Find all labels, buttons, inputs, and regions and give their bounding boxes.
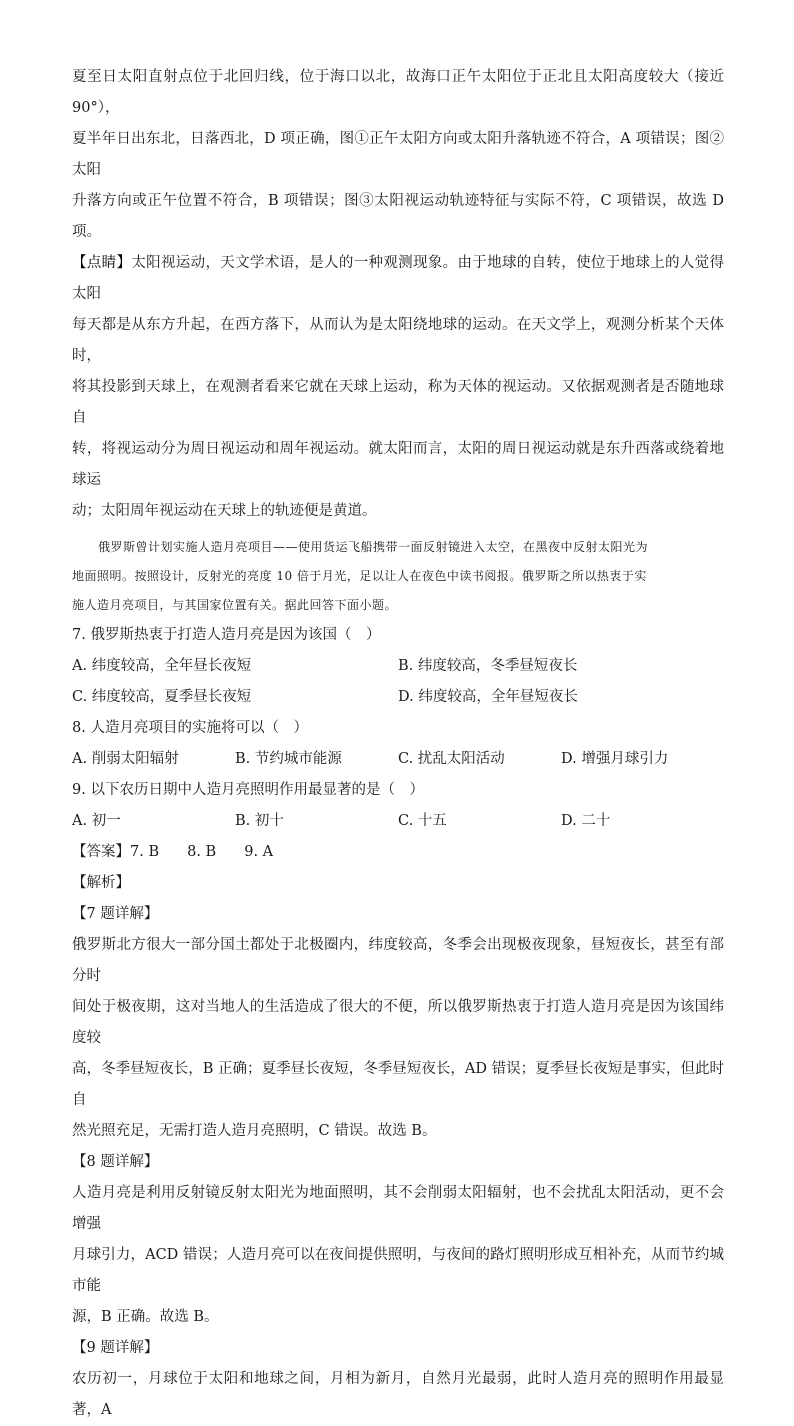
option-d: D. 纬度较高，全年昼短夜长 (398, 689, 578, 705)
question-7-options-row-2 (72, 682, 724, 713)
option-b: B. 纬度较高，冬季昼短夜长 (398, 658, 578, 674)
text-line: 人造月亮是利用反射镜反射太阳光为地面照明，其不会削弱太阳辐射，也不会扰乱太阳活动，更不会增强 (72, 1185, 724, 1232)
question-9-options (72, 806, 724, 837)
option-a: A. 初一 (72, 813, 121, 829)
text-line: 每天都是从东方升起，在西方落下，从而认为是太阳绕地球的运动。在天文学上，观测分析某个天体时， (72, 317, 724, 364)
material-line: 俄罗斯曾计划实施人造月亮项目——使用货运飞船携带一面反射镜进入太空，在黑夜中反射太阳光为 (98, 540, 649, 554)
question-7-options-row-1 (72, 651, 724, 682)
answer-item: 7. B (130, 844, 160, 860)
document-page (72, 62, 724, 1426)
material-line: 施人造月亮项目，与其国家位置有关。据此回答下面小题。 (72, 598, 398, 612)
detail-8-label: 【8 题详解】 (72, 1154, 159, 1170)
option-a: A. 纬度较高，全年昼长夜短 (72, 658, 252, 674)
question-7-stem: 7. 俄罗斯热衷于打造人造月亮是因为该国（ ） (72, 627, 381, 643)
dianjing-line-1: 【点睛】太阳视运动，天文学术语，是人的一种观测现象。由于地球的自转，使位于地球上的人觉得太阳 (72, 255, 725, 302)
text-line: 夏半年日出东北，日落西北，D 项正确，图①正午太阳方向或太阳升落轨迹不符合，A 项错误；图②太阳 (72, 131, 724, 178)
answer-line (72, 837, 724, 868)
option-d: D. 增强月球引力 (561, 751, 669, 767)
text-line: 农历初一，月球位于太阳和地球之间，月相为新月，自然月光最弱，此时人造月亮的照明作用最显著，A (72, 1371, 724, 1418)
text-line: 源，B 正确。故选 B。 (72, 1309, 219, 1325)
option-c: C. 十五 (398, 813, 447, 829)
question-8-options (72, 744, 724, 775)
option-b: B. 节约城市能源 (235, 751, 342, 767)
option-b: B. 初十 (235, 813, 284, 829)
text-line: 间处于极夜期，这对当地人的生活造成了很大的不便，所以俄罗斯热衷于打造人造月亮是因为该国纬度较 (72, 999, 724, 1046)
detail-9-label: 【9 题详解】 (72, 1340, 159, 1356)
answer-item: 8. B (187, 844, 217, 860)
option-c: C. 扰乱太阳活动 (398, 751, 505, 767)
material-passage (72, 533, 724, 620)
option-c: C. 纬度较高，夏季昼长夜短 (72, 689, 252, 705)
dianjing-label: 【点睛】 (72, 255, 132, 271)
answer-item: 9. A (244, 844, 274, 860)
material-line: 地面照明。按照设计，反射光的亮度 10 倍于月光，足以让人在夜色中读书阅报。俄罗斯之所以热衷于实 (72, 569, 647, 583)
text-line: 夏至日太阳直射点位于北回归线，位于海口以北，故海口正午太阳位于正北且太阳高度较大（接近 90°）， (72, 69, 724, 116)
question-9-stem: 9. 以下农历日期中人造月亮照明作用最显著的是（ ） (72, 782, 424, 798)
question-8-stem: 8. 人造月亮项目的实施将可以（ ） (72, 720, 308, 736)
text-line: 高，冬季昼短夜长，B 正确；夏季昼长夜短，冬季昼短夜长，AD 错误；夏季昼长夜短是事实，但此时自 (72, 1061, 724, 1108)
option-d: D. 二十 (561, 813, 611, 829)
text-line: 升落方向或正午位置不符合，B 项错误；图③太阳视运动轨迹特征与实际不符，C 项错误，故选 D 项。 (72, 193, 724, 240)
text-line: 俄罗斯北方很大一部分国土都处于北极圈内，纬度较高，冬季会出现极夜现象，昼短夜长，甚至有部分时 (72, 937, 724, 984)
text-line: 转，将视运动分为周日视运动和周年视运动。就太阳而言，太阳的周日视运动就是东升西落或绕着地球运 (72, 441, 724, 488)
analysis-label: 【解析】 (72, 875, 130, 891)
option-a: A. 削弱太阳辐射 (72, 751, 179, 767)
detail-7-label: 【7 题详解】 (72, 906, 159, 922)
text-line: 动；太阳周年视运动在天球上的轨迹便是黄道。 (72, 503, 377, 519)
text-line: 将其投影到天球上，在观测者看来它就在天球上运动，称为天体的视运动。又依据观测者是否随地球自 (72, 379, 724, 426)
text-line: 月球引力，ACD 错误；人造月亮可以在夜间提供照明，与夜间的路灯照明形成互相补充，从而节约城市能 (72, 1247, 724, 1294)
answer-label: 【答案】 (72, 844, 130, 860)
text-line: 然光照充足，无需打造人造月亮照明，C 错误。故选 B。 (72, 1123, 437, 1139)
